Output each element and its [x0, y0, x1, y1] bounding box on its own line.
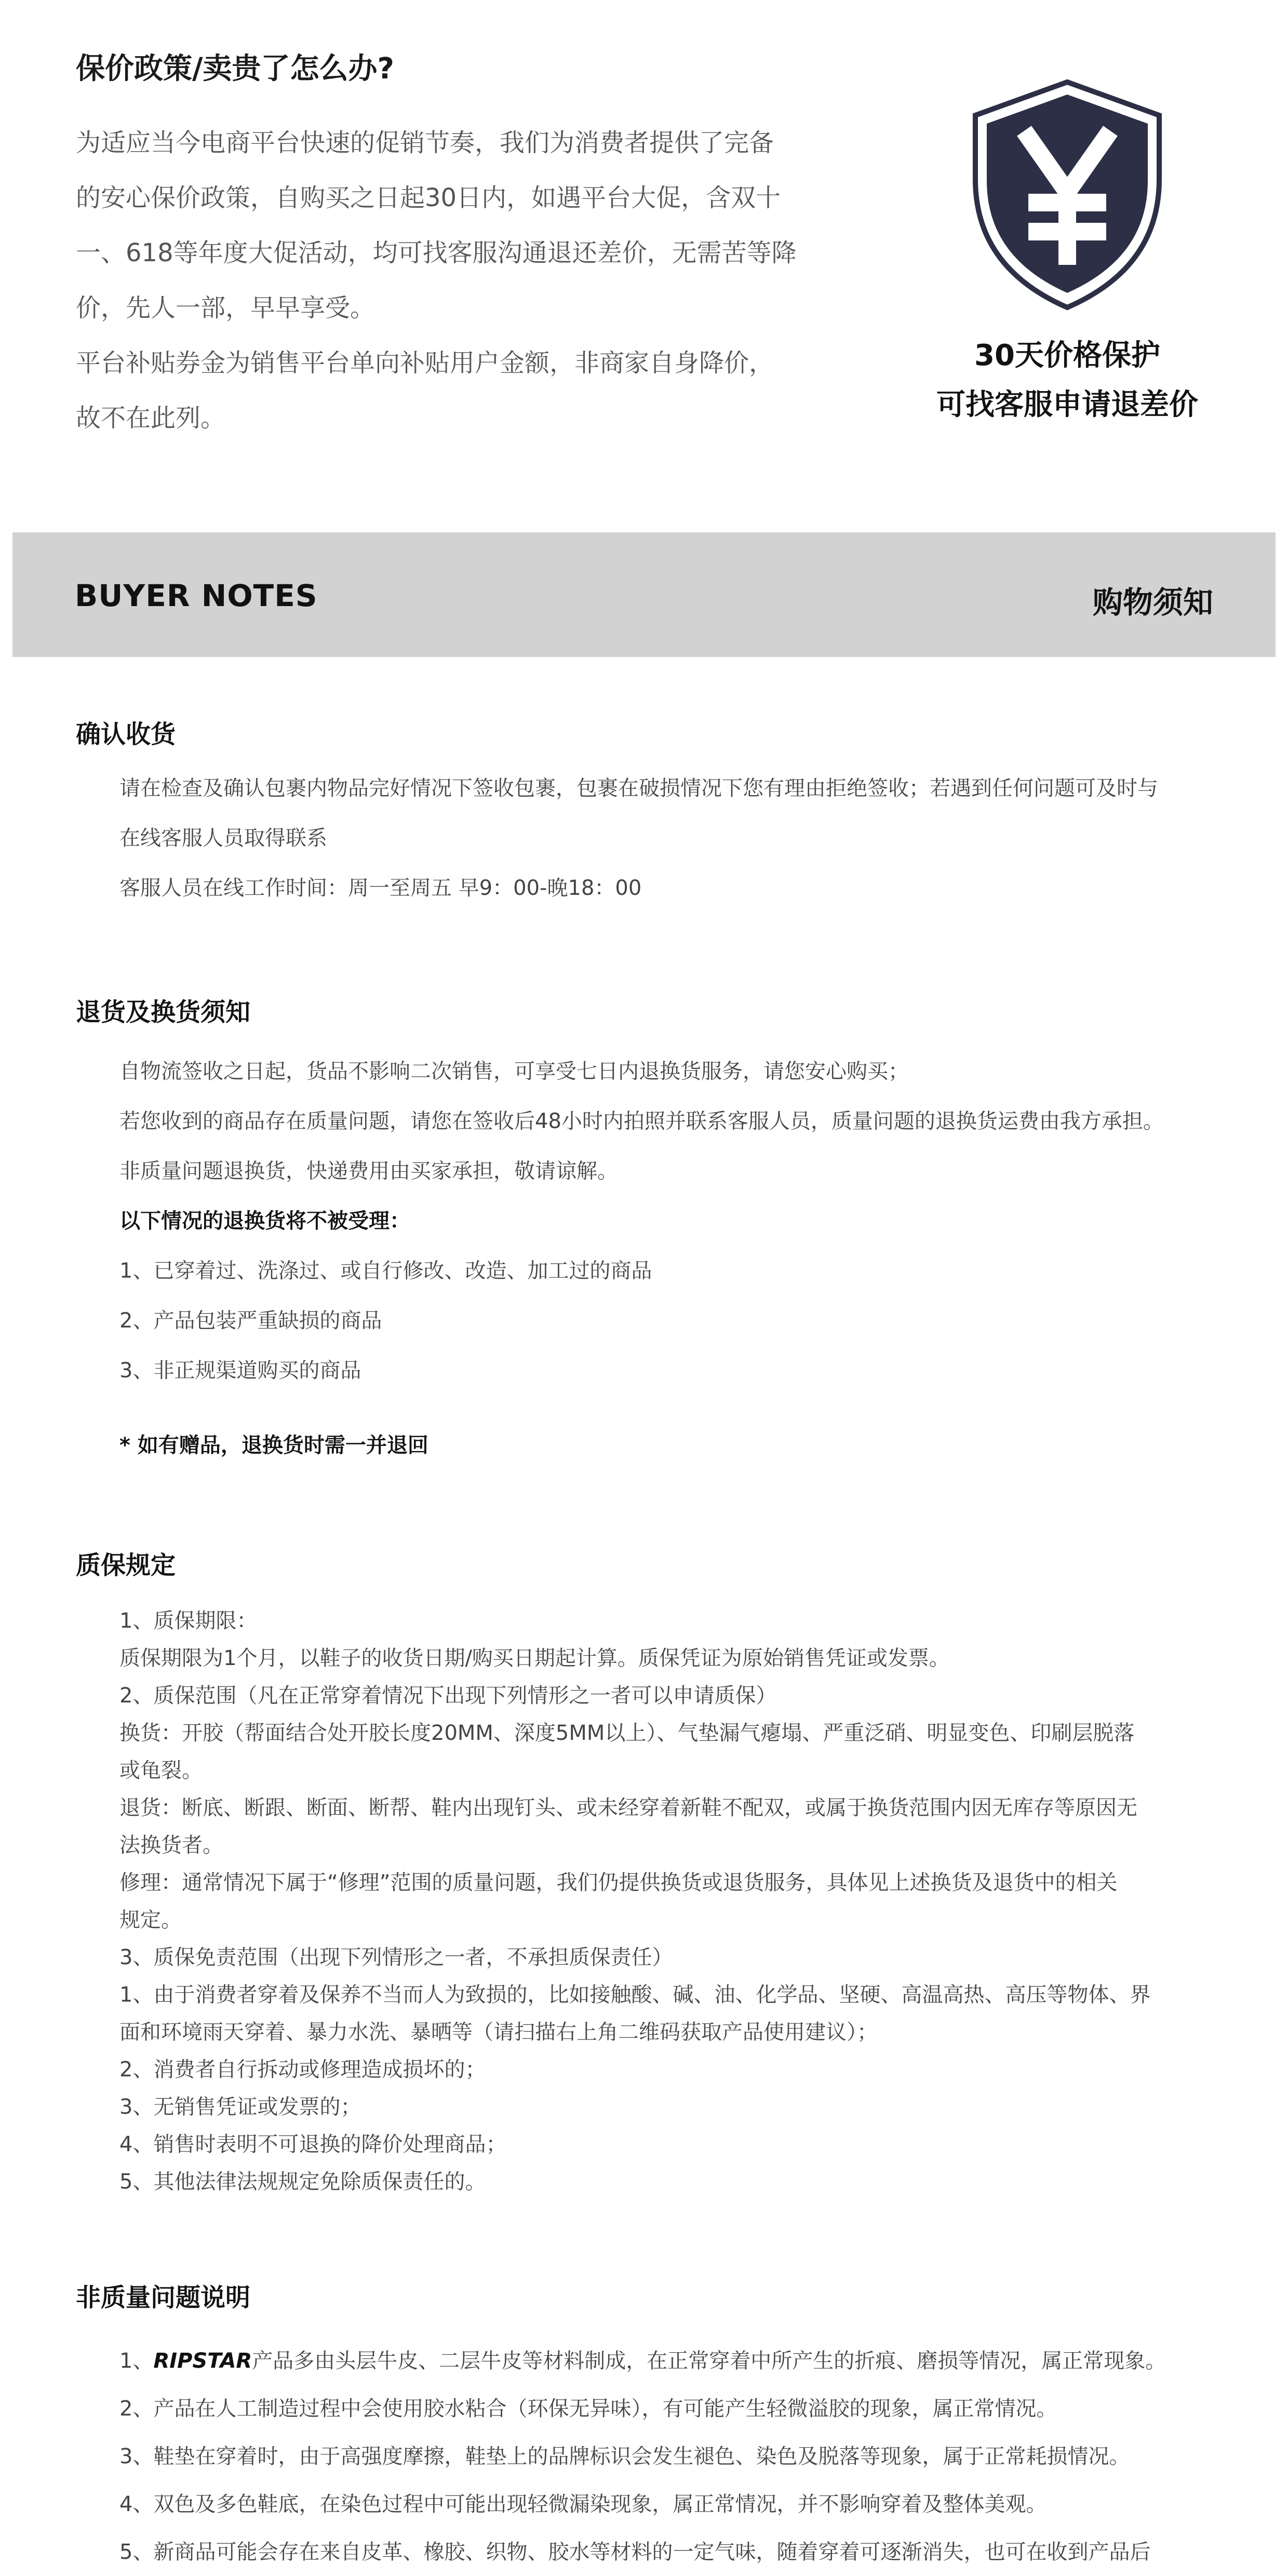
warranty-line: 5、其他法律法规规定免除质保责任的。 — [119, 2170, 486, 2194]
returns-line: 若您收到的商品存在质量问题，请您在签收后48小时内拍照并联系客服人员，质量问题的退换货运费由我方承担。 — [119, 1109, 1164, 1133]
shopping-notice-label: 购物须知 — [1092, 585, 1213, 620]
warranty-line: 3、质保免责范围（出现下列情形之一者，不承担质保责任） — [119, 1946, 673, 1969]
warranty-line: 退货：断底、断跟、断面、断帮、鞋内出现钉头、或未经穿着新鞋不配双，或属于换货范围内因无库存等原因无 — [119, 1796, 1137, 1820]
non-quality-line: 5、新商品可能会存在来自皮革、橡胶、织物、胶水等材料的一定气味，随着穿着可逐渐消失，也可在收到产品后 — [119, 2540, 1151, 2564]
non-quality-line: 3、鞋垫在穿着时，由于高强度摩擦，鞋垫上的品牌标识会发生褪色、染色及脱落等现象，属于正常耗损情况。 — [119, 2445, 1130, 2468]
returns-title: 退货及换货须知 — [76, 998, 251, 1027]
buyer-notes-banner — [12, 532, 1276, 657]
price-policy-line: 一、618等年度大促活动，均可找客服沟通退还差价，无需苦等降 — [76, 238, 797, 267]
price-policy-line: 平台补贴券金为销售平台单向补贴用户金额，非商家自身降价， — [76, 348, 774, 378]
yen-shield-icon — [971, 78, 1163, 312]
item-text: 产品多由头层牛皮、二层牛皮等材料制成，在正常穿着中所产生的折痕、磨损等情况，属正常现象。 — [252, 2349, 1166, 2373]
warranty-line: 或龟裂。 — [119, 1759, 203, 1782]
warranty-line: 法换货者。 — [119, 1833, 223, 1857]
warranty-title: 质保规定 — [76, 1551, 176, 1580]
warranty-line: 1、质保期限： — [119, 1609, 258, 1633]
warranty-line: 2、质保范围（凡在正常穿着情况下出现下列情形之一者可以申请质保） — [119, 1684, 777, 1708]
non-quality-title: 非质量问题说明 — [76, 2283, 251, 2312]
confirm-receipt-title: 确认收货 — [76, 720, 176, 749]
buyer-notes-label: BUYER NOTES — [75, 578, 318, 613]
warranty-line: 质保期限为1个月，以鞋子的收货日期/购买日期起计算。质保凭证为原始销售凭证或发票。 — [119, 1646, 950, 1670]
confirm-receipt-text — [119, 763, 1262, 913]
warranty-line: 规定。 — [119, 1908, 182, 1932]
warranty-line: 3、无销售凭证或发票的； — [119, 2095, 361, 2119]
price-policy-line: 的安心保价政策，自购买之日起30日内，如遇平台大促，含双十 — [76, 183, 781, 212]
not-accepted-item: 3、非正规渠道购买的商品 — [119, 1359, 361, 1383]
price-protect-line2: 可找客服申请退差价 — [936, 388, 1198, 422]
confirm-line: 在线客服人员取得联系 — [119, 826, 327, 850]
price-policy-line: 故不在此列。 — [76, 404, 226, 433]
warranty-line: 4、销售时表明不可退换的降价处理商品； — [119, 2132, 507, 2156]
gift-note: * 如有赠品，退换货时需一并退回 — [119, 1433, 428, 1457]
ripstar-brand: RIPSTAR — [153, 2349, 252, 2373]
warranty-line: 换货：开胶（帮面结合处开胶长度20MM、深度5MM以上）、气垫漏气瘪塌、严重泛硝、明显变色、印刷层脱落 — [119, 1721, 1135, 1745]
non-quality-text — [119, 2337, 1278, 2576]
service-hours: 客服人员在线工作时间：周一至周五 早9：00-晚18：00 — [119, 876, 642, 900]
non-quality-line: 2、产品在人工制造过程中会使用胶水粘合（环保无异味），有可能产生轻微溢胶的现象，属正常情况。 — [119, 2397, 1057, 2421]
not-accepted-title: 以下情况的退换货将不被受理： — [119, 1209, 410, 1233]
warranty-text — [119, 1602, 1272, 2201]
price-policy-line: 价，先人一部，早早享受。 — [76, 293, 375, 323]
warranty-line: 修理：通常情况下属于“修理”范围的质量问题，我们仍提供换货或退货服务，具体见上述换货及退货中的相关 — [119, 1871, 1118, 1895]
item-number: 1、 — [119, 2349, 154, 2373]
price-protect-line1: 30天价格保护 — [974, 339, 1160, 372]
warranty-line: 2、消费者自行拆动或修理造成损坏的； — [119, 2058, 486, 2082]
not-accepted-item: 1、已穿着过、洗涤过、或自行修改、改造、加工过的商品 — [119, 1259, 652, 1283]
warranty-line: 1、由于消费者穿着及保养不当而人为致损的，比如接触酸、碱、油、化学品、坚硬、高温高热、高压等物体、界 — [119, 1983, 1151, 2007]
price-policy-line: 为适应当今电商平台快速的促销节奏，我们为消费者提供了完备 — [76, 128, 774, 157]
price-policy-title: 保价政策/卖贵了怎么办? — [76, 52, 394, 86]
confirm-line: 请在检查及确认包裹内物品完好情况下签收包裹，包裹在破损情况下您有理由拒绝签收；若遇到任何问题可及时与 — [119, 776, 1158, 800]
price-policy-text — [76, 115, 886, 446]
non-quality-line — [119, 2337, 1278, 2385]
not-accepted-item: 2、产品包装严重缺损的商品 — [119, 1309, 382, 1333]
returns-line: 非质量问题退换货，快递费用由买家承担，敬请谅解。 — [119, 1159, 618, 1183]
warranty-line: 面和环境雨天穿着、暴力水洗、暴晒等（请扫描右上角二维码获取产品使用建议）； — [119, 2020, 878, 2044]
non-quality-line: 4、双色及多色鞋底，在染色过程中可能出现轻微漏染现象，属正常情况，并不影响穿着及整体美观。 — [119, 2492, 1047, 2516]
returns-text — [119, 1046, 1272, 1470]
returns-line: 自物流签收之日起，货品不影响二次销售，可享受七日内退换货服务，请您安心购买； — [119, 1059, 909, 1083]
